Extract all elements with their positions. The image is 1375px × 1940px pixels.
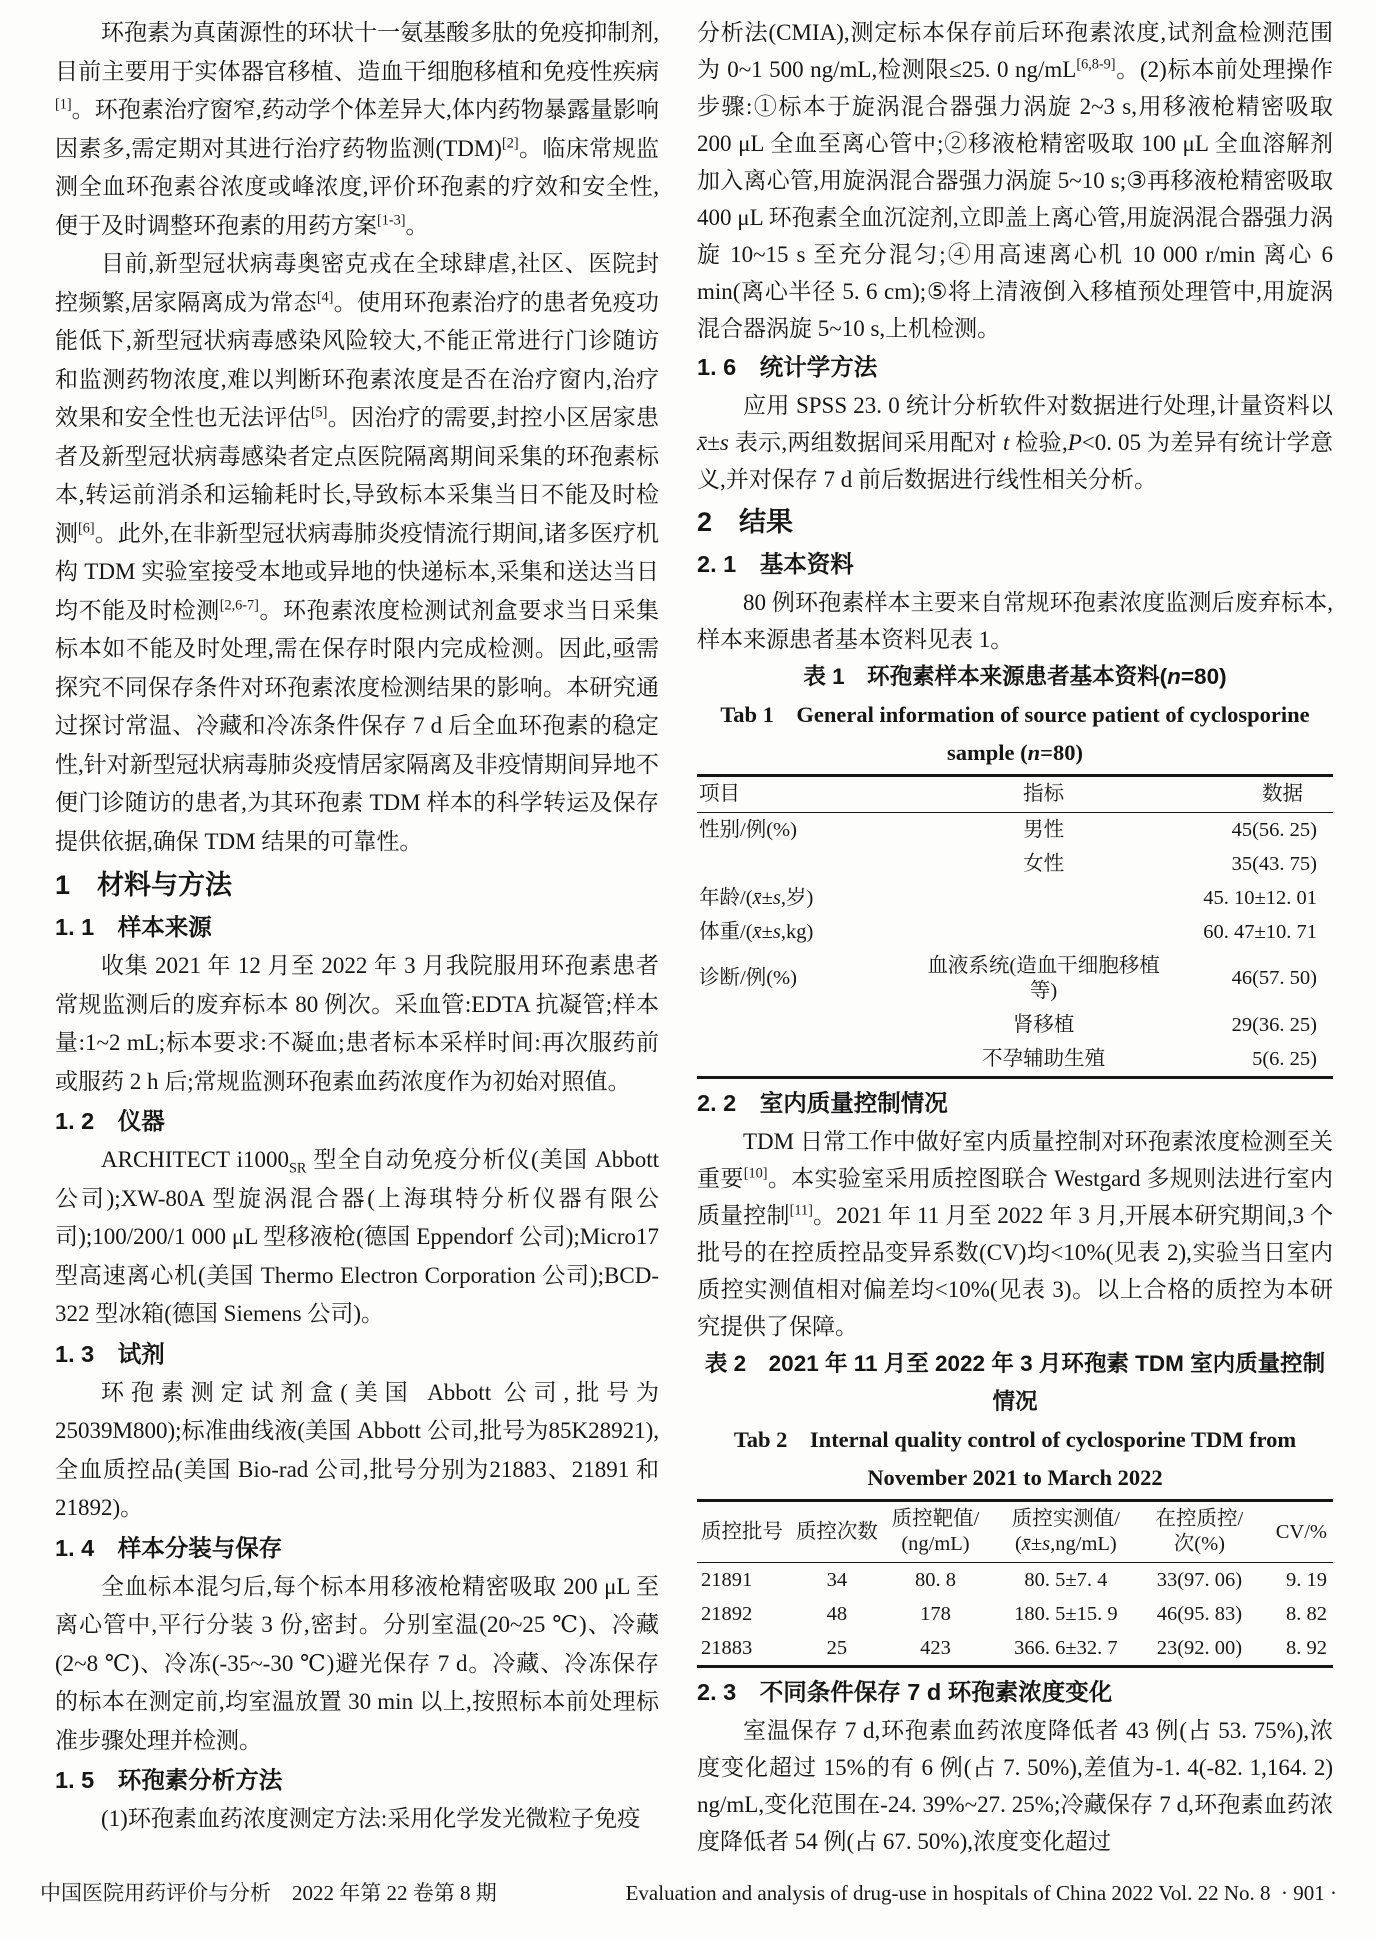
table2-quality-control [697, 1499, 1333, 1668]
table-row [697, 915, 1333, 949]
table-row [697, 1563, 1333, 1598]
column-header: 项目 [697, 776, 913, 813]
column-header: 数据 [1174, 776, 1333, 813]
table-row [697, 1597, 1333, 1631]
section-1-4-paragraph: 全血标本混匀后,每个标本用移液枪精密吸取 200 μL 至离心管中,平行分装 3 份,密封。分别室温(20~25 ℃)、冷藏(2~8 ℃)、冷冻(-35~-30 ℃)避光保存 7 d。冷藏、冷冻保存的标本在测定前,均室温放置 30 min 以上,按照标本前处理标准步骤处理并检测。 [55, 1573, 659, 1753]
table-cell: 肾移植 [1012, 1013, 1075, 1036]
section-1-3-paragraph: 环孢素测定试剂盒(美国 Abbott 公司,批号为25039M800);标准曲线液(美国 Abbott 公司,批号为85K28921),全血质控品(美国 Bio-rad 公司,批号分别为21883、21891 和 21892)。 [55, 1379, 659, 1520]
table-cell: 35(43. 75) [1231, 852, 1317, 875]
section-1-4-heading: 1. 4 样本分装与保存 [55, 1534, 283, 1561]
table-cell: 46(57. 50) [1231, 967, 1317, 989]
table-cell: 46(95. 83) [1156, 1602, 1243, 1625]
table-cell [913, 881, 1174, 915]
column-header: 在控质控/ 次(%) [1142, 1501, 1256, 1563]
table-row [697, 1008, 1333, 1042]
table-cell: 45(56. 25) [1231, 818, 1317, 841]
section-2-1-heading: 2. 1 基本资料 [697, 551, 854, 577]
table-row [697, 1042, 1333, 1078]
table-row [697, 847, 1333, 881]
table-cell: 29(36. 25) [1231, 1013, 1317, 1036]
section-1-5-paragraph-start: (1)环孢素血药浓度测定方法:采用化学发光微粒子免疫 [101, 1806, 641, 1831]
table-cell: 423 [920, 1636, 951, 1659]
section-2-3-heading: 2. 3 不同条件保存 7 d 环孢素浓度变化 [697, 1679, 1113, 1705]
column-header: 质控实测值/ (x̄±s,ng/mL) [990, 1501, 1143, 1563]
table1-caption-cn: 表 1 环孢素样本来源患者基本资料(n=80) [803, 664, 1227, 689]
column-header: 质控批号 [697, 1501, 792, 1563]
table1-header-row [697, 776, 1333, 813]
table-cell: 45. 10±12. 01 [1203, 886, 1317, 909]
table-cell: 不孕辅助生殖 [982, 1047, 1106, 1070]
table2-header-row [697, 1501, 1333, 1563]
table-cell [697, 847, 913, 881]
table-cell: 21891 [701, 1568, 753, 1591]
table-cell: 诊断/例(%) [699, 967, 797, 989]
column-header: 质控靶值/ (ng/mL) [881, 1501, 989, 1563]
table-cell: 女性 [1023, 852, 1065, 875]
table-cell: 21883 [701, 1636, 753, 1659]
section-1-1-paragraph: 收集 2021 年 12 月至 2022 年 3 月我院服用环孢素患者常规监测后的废弃标本 80 例次。采血管:EDTA 抗凝管;样本量:1~2 mL;标本要求:不凝血;患者标本采样时间:再次服药前或服药 2 h 后;常规监测环孢素血药浓度作为初始对照值。 [55, 953, 659, 1094]
table-cell: 8. 82 [1286, 1602, 1327, 1625]
table-cell: 33(97. 06) [1156, 1568, 1243, 1591]
table-cell: 366. 6±32. 7 [1014, 1636, 1118, 1659]
section-2-2-heading: 2. 2 室内质量控制情况 [697, 1090, 948, 1116]
section-1-5-heading: 1. 5 环孢素分析方法 [55, 1767, 283, 1793]
journal-title-cn: 中国医院用药评价与分析 2022 年第 22 卷第 8 期 [40, 1881, 497, 1905]
table-row [697, 1631, 1333, 1667]
table1-patient-info [697, 774, 1333, 1079]
table1-caption-en: Tab 1 General information of source patient of cyclosporine sample (n=80) [720, 702, 1310, 765]
table-cell: 25 [826, 1636, 848, 1659]
section-1-2-paragraph: ARCHITECT $i1000_{SR}$ 型全自动免疫分析仪(美国 Abbott 公司);XW-80A 型旋涡混合器(上海琪特分析仪器有限公司);100/200/1 000 μL 型移液枪(德国 Eppendorf 公司);Micro17 型高速离心机(美国 Thermo Electron Corporation 公司);BCD-322 型冰箱(德国 Siemens 公司)。 [55, 1147, 659, 1326]
right-column [697, 14, 1333, 1860]
table2-caption-cn: 表 2 2021 年 11 月至 2022 年 3 月环孢素 TDM 室内质量控制情况 [704, 1351, 1326, 1414]
table-cell: 21892 [701, 1602, 753, 1625]
table-row [697, 881, 1333, 915]
section-2-1-paragraph: 80 例环孢素样本主要来自常规环孢素浓度监测后废弃标本,样本来源患者基本资料见表 1。 [697, 590, 1333, 652]
intro-paragraph-1: 环孢素为真菌源性的环状十一氨基酸多肽的免疫抑制剂,目前主要用于实体器官移植、造血干细胞移植和免疫性疾病[1]。环孢素治疗窗窄,药动学个体差异大,体内药物暴露量影响因素多,需定期对其进行治疗药物监测(TDM)[2]。临床常规监测全血环孢素谷浓度或峰浓度,评价环孢素的疗效和安全性,便于及时调整环孢素的用药方案[1-3]。 [55, 20, 660, 238]
section-1-3-heading: 1. 3 试剂 [55, 1340, 165, 1367]
section-1-heading: 1 材料与方法 [55, 870, 233, 900]
section-1-5-paragraph-continued: 分析法(CMIA),测定标本保存前后环孢素浓度,试剂盒检测范围为 0~1 500 ng/mL,检测限≤25. 0 ng/mL[6,8-9]。(2)标本前处理操作步骤:①标本于旋涡混合器强力涡旋 2~3 s,用移液枪精密吸取 200 μL 全血至离心管中;②移液枪精密吸取 100 μL 全血溶解剂加入离心管,用旋涡混合器强力涡旋 5~10 s;③再移液枪精密吸取 400 μL 环孢素全血沉淀剂,立即盖上离心管,用旋涡混合器强力涡旋 10~15 s 至充分混匀;④用高速离心机 10 000 r/min 离心 6 min(离心半径 5. 6 cm);⑤将上清液倒入移植预处理管中,用旋涡混合器涡旋 5~10 s,上机检测。 [697, 20, 1333, 341]
table-cell: 80. 5±7. 4 [1024, 1568, 1108, 1591]
table-cell: 8. 92 [1286, 1636, 1327, 1659]
table-cell: 5(6. 25) [1252, 1047, 1317, 1070]
column-header: 质控次数 [792, 1501, 881, 1563]
table-cell: 178 [920, 1602, 951, 1625]
table-row [697, 813, 1333, 848]
table-cell [913, 915, 1174, 949]
section-1-6-heading: 1. 6 统计学方法 [697, 354, 878, 380]
table-cell: 60. 47±10. 71 [1203, 920, 1317, 943]
section-2-3-paragraph: 室温保存 7 d,环孢素血药浓度降低者 43 例(占 53. 75%),浓度变化超过 15%的有 6 例(占 7. 50%),差值为-1. 4(-82. 1,164. 2) ng/mL,变化范围在-24. 39%~27. 25%;冷藏保存 7 d,环孢素血药浓度降低者 54 例(占 67. 50%),浓度变化超过 [697, 1718, 1333, 1854]
table-cell: 9. 19 [1286, 1568, 1327, 1591]
table-cell: 23(92. 00) [1156, 1636, 1243, 1659]
table-cell: 年龄/(x̄±s,岁) [699, 886, 814, 909]
table-cell [697, 1008, 913, 1042]
table-cell: 180. 5±15. 9 [1014, 1602, 1118, 1625]
section-1-1-heading: 1. 1 样本来源 [55, 914, 212, 940]
table-cell: 性别/例(%) [699, 818, 797, 841]
section-2-heading: 2 结果 [697, 507, 794, 537]
page-footer [40, 1878, 1337, 1908]
column-header: 指标 [913, 776, 1174, 813]
section-1-6-paragraph: 应用 SPSS 23. 0 统计分析软件对数据进行处理,计量资料以 x̄±s 表示,两组数据间采用配对 t 检验,P<0. 05 为差异有统计学意义,并对保存 7 d 前后数据进行线性相关分析。 [697, 393, 1334, 492]
section-1-2-heading: 1. 2 仪器 [55, 1108, 165, 1134]
table-cell: 男性 [1023, 818, 1065, 841]
table-cell: 34 [826, 1568, 848, 1591]
table-cell: 48 [826, 1602, 848, 1625]
section-2-2-paragraph: TDM 日常工作中做好室内质量控制对环孢素浓度检测至关重要[10]。本实验室采用质控图联合 Westgard 多规则法进行室内质量控制[11]。2021 年 11 月至 2022 年 3 月,开展本研究期间,3 个批号的在控质控品变异系数(CV)均<10%(见表 2),实验当日室内质控实测值相对偏差均<10%(见表 3)。以上合格的质控为本研究提供了保障。 [697, 1129, 1334, 1339]
journal-title-en-page-number: Evaluation and analysis of drug-use in hospitals of China 2022 Vol. 22 No. 8 · 901 · [625, 1881, 1337, 1905]
table-cell: 血液系统(造血干细胞移植等) [927, 954, 1160, 1002]
table-row [697, 949, 1333, 1008]
table-cell: 体重/(x̄±s,kg) [699, 920, 814, 943]
table-cell: 80. 8 [914, 1568, 956, 1591]
intro-paragraph-2: 目前,新型冠状病毒奥密克戎在全球肆虐,社区、医院封控频繁,居家隔离成为常态[4]。使用环孢素治疗的患者免疫功能低下,新型冠状病毒感染风险较大,不能正常进行门诊随访和监测药物浓度,难以判断环孢素浓度是否在治疗窗内,治疗效果和安全性也无法评估[5]。因治疗的需要,封控小区居家患者及新型冠状病毒感染者定点医院隔离期间采集的环孢素标本,转运前消杀和运输耗时长,导致标本采集当日不能及时检测[6]。此外,在非新型冠状病毒肺炎疫情流行期间,诸多医疗机构 TDM 实验室接受本地或异地的快递标本,采集和送达当日均不能及时检测[2,6-7]。环孢素浓度检测试剂盒要求当日采集标本如不能及时处理,需在保存时限内完成检测。因此,亟需探究不同保存条件对环孢素浓度检测结果的影响。本研究通过探讨常温、冷藏和冷冻条件保存 7 d 后全血环孢素的稳定性,针对新型冠状病毒肺炎疫情居家隔离及非疫情期间异地不便门诊随访的患者,为其环孢素 TDM 样本的科学转运及保存提供依据,确保 TDM 结果的可靠性。 [55, 251, 660, 854]
table-cell [697, 1042, 913, 1078]
left-column [55, 14, 659, 1839]
table2-caption-en: Tab 2 Internal quality control of cyclosporine TDM from November 2021 to March 2022 [733, 1427, 1297, 1490]
column-header: CV/% [1257, 1501, 1333, 1563]
